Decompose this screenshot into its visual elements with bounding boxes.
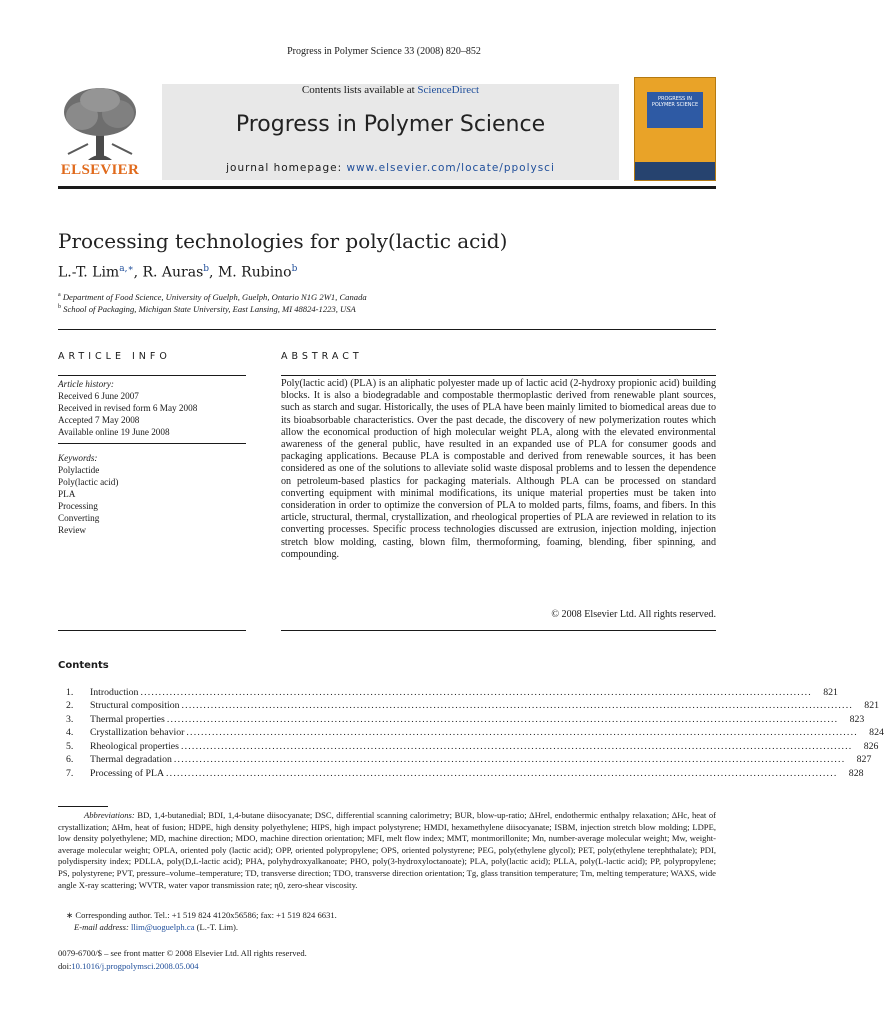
contents-available-line [162,84,619,96]
cover-title: PROGRESS IN POLYMER SCIENCE [651,96,699,108]
article-info-heading: ARTICLE INFO [58,351,171,362]
toc-page: 821 [864,700,879,711]
toc-page: 824 [869,727,884,738]
front-matter-line: 0079-6700/$ – see front matter © 2008 Elsevier Ltd. All rights reserved. [58,948,307,958]
author-mark[interactable]: b [291,264,298,274]
contents-heading: Contents [58,660,109,671]
history-accepted: Accepted 7 May 2008 [58,415,140,425]
toc-page: 828 [848,768,864,779]
history-online: Available online 19 June 2008 [58,427,170,437]
author-name: L.-T. Lim [58,264,120,281]
toc-entry[interactable] [66,699,879,712]
abbreviations-text: BD, 1,4-butanedial; BDI, 1,4-butane diisocyanate; DSC, differential scanning calorimetry; BUR, blow-up-ratio; ΔHrel, endothermic enthalpy relaxation; ΔHc, heat of crystallization; ΔHm, heat of fusion; HDPE, high density polyethylene; HIPS, high impact polystyrene; HMDI, hexamethylene diisocyanate; ISBM, injection stretch blow molding; LDPE, low density polyethylene; MD, machine direction; MDO, machine direction orientation; MFI, melt flow index; MMT, montmorillonite; Mn, number-average molecular weight; Mw, weight-average molecular weight; OPLA, oriented poly (lactic acid); OPP, oriented polypropylene; OPS, oriented polystyrene; PEG, poly(ethylene glycol); PET, poly(ethylene terephthalate); PDI, polydispersity index; PDLLA, poly(D,L-lactic acid); PHA, polyhydroxyalkanoate; PHO, poly(3-hydroxyloctanoate); PLA, poly(lactic acid); PLLA, poly(L-lactic acid); PP, polypropylene; PS, polystyrene; PVT, pressure–volume–temperature; TD, transverse direction; TDO, transverse direction orientation; Tg, glass transition temperature; Tm, melting temperature; WAXS, wide angle X-ray scattering; WVTR, water vapor transmission rate; η0, zero-shear viscosity. [58,810,716,890]
affiliation-mark: b [58,304,61,311]
toc-leader: ........................................................................................................................................................................................ [180,741,853,752]
doi-label: doi: [58,961,72,971]
publisher-wordmark: ELSEVIER [60,162,140,178]
author-separator: , [209,264,218,281]
keyword-item: Converting [58,513,100,523]
cover-bottom-strip [635,162,715,180]
toc-entry[interactable] [66,726,884,739]
author-mark[interactable]: b [203,264,210,274]
toc-number: 5. [66,741,74,752]
keywords-label: Keywords: [58,453,98,463]
toc-entry[interactable] [66,740,879,753]
toc-leader: ........................................................................................................................................................................................ [166,714,839,725]
footnote-rule [58,806,108,807]
toc-number: 7. [66,768,74,779]
affiliation-text: Department of Food Science, University of Guelph, Guelph, Ontario N1G 2W1, Canada [62,292,367,302]
keyword-item: Review [58,525,87,535]
toc-page: 826 [863,741,879,752]
toc-label: Rheological properties [90,741,179,752]
header-rule [58,186,716,189]
toc-number: 6. [66,754,74,765]
article-info-bottom-rule [58,630,246,631]
author-name: M. Rubino [217,264,292,281]
toc-page: 827 [856,754,872,765]
abstract-rule [281,375,716,376]
email-suffix: (L.-T. Lim). [196,922,239,932]
abbreviations-label: Abbreviations: [84,810,135,820]
journal-homepage-line [162,162,619,174]
abstract-heading: ABSTRACT [281,351,363,362]
toc-label: Introduction [90,687,139,698]
affiliation-a [58,292,367,302]
keyword-item: Processing [58,501,98,511]
toc-label: Crystallization behavior [90,727,185,738]
affiliation-mark: a [58,292,61,299]
toc-entry[interactable] [66,713,865,726]
doi-line [58,961,199,971]
abstract-bottom-rule [281,630,716,631]
toc-leader: ........................................................................................................................................................................................ [140,687,812,698]
contents-available-text: Contents lists available at [301,84,415,96]
toc-number: 2. [66,700,74,711]
history-received: Received 6 June 2007 [58,391,139,401]
article-history-label: Article history: [58,379,114,389]
elsevier-tree-logo-icon [58,84,142,164]
toc-number: 1. [66,687,74,698]
article-info-rule [58,375,246,376]
doi-link[interactable]: 10.1016/j.progpolymsci.2008.05.004 [71,961,199,971]
keyword-item: Polylactide [58,465,100,475]
journal-name: Progress in Polymer Science [235,112,546,137]
toc-entry[interactable] [66,767,864,780]
toc-leader: ........................................................................................................................................................................................ [186,727,858,738]
author-name: R. Auras [142,264,204,281]
toc-page: 821 [823,687,838,698]
running-head: Progress in Polymer Science 33 (2008) 820–852 [287,46,481,57]
email-label: E-mail address: [74,922,129,932]
toc-leader: ........................................................................................................................................................................................ [181,700,853,711]
toc-label: Processing of PLA [90,768,165,779]
toc-leader: ........................................................................................................................................................................................ [166,768,838,779]
toc-entry[interactable] [66,753,872,766]
author-list [58,264,297,281]
keyword-item: PLA [58,489,76,499]
toc-label: Thermal degradation [90,754,172,765]
toc-leader: ........................................................................................................................................................................................ [173,754,846,765]
title-block-rule [58,329,716,330]
keywords-rule [58,443,246,444]
affiliation-b [58,304,356,314]
affiliation-text: School of Packaging, Michigan State University, East Lansing, MI 48824-1223, USA [63,304,356,314]
toc-page: 823 [849,714,865,725]
abbreviations-footnote [58,810,716,891]
toc-number: 4. [66,727,74,738]
journal-cover-thumbnail [634,77,716,181]
article-title: Processing technologies for poly(lactic acid) [58,229,508,253]
email-link[interactable]: llim@uoguelph.ca [130,922,195,932]
corresponding-author-note: ∗ Corresponding author. Tel.: +1 519 824 4120x56586; fax: +1 519 824 6631. [66,910,337,920]
homepage-label: journal homepage: [226,162,343,174]
abstract-copyright: © 2008 Elsevier Ltd. All rights reserved. [551,609,716,620]
author-separator: , [133,264,143,281]
abstract-text: Poly(lactic acid) (PLA) is an aliphatic polyester made up of lactic acid (2-hydroxy propionic acid) building blocks. It is also a biodegradable and compostable thermoplastic derived from renewable plant sources, such as starch and sugar. Historically, the uses of PLA have been mainly limited to biomedical areas due to its bioabsorbable characteristics. Over the past decade, the discovery of new polymerization routes which allow the economical production of high molecular weight PLA, along with the elevated environmental awareness of the general public, have resulted in an expanded use of PLA for consumer goods and packaging applications. Because PLA is compostable and derived from renewable sources, it has been considered as one of the solutions to alleviate solid waste disposal problems and to lessen the dependence on petroleum-based plastics for packaging materials. Although PLA can be processed on standard converting equipment with minimal modifications, its unique material properties must be taken into consideration in order to optimize the conversion of PLA to molded parts, films, foams, and fibers. In this article, structural, thermal, crystallization, and rheological properties of PLA are reviewed in relation to its converting processes. Specific process technologies discussed are extrusion, injection molding, injection stretch blow molding, casting, blown film, thermoforming, foaming, blending, fiber spinning, and compounding. [281,378,716,560]
sciencedirect-link[interactable]: ScienceDirect [417,84,480,96]
email-note [74,922,238,932]
homepage-link[interactable]: www.elsevier.com/locate/ppolysci [346,162,555,174]
toc-entry[interactable] [66,686,838,699]
author-mark[interactable]: a,∗ [119,264,134,274]
history-revised: Received in revised form 6 May 2008 [58,403,198,413]
toc-label: Thermal properties [90,714,165,725]
toc-number: 3. [66,714,74,725]
toc-label: Structural composition [90,700,180,711]
keyword-item: Poly(lactic acid) [58,477,119,487]
